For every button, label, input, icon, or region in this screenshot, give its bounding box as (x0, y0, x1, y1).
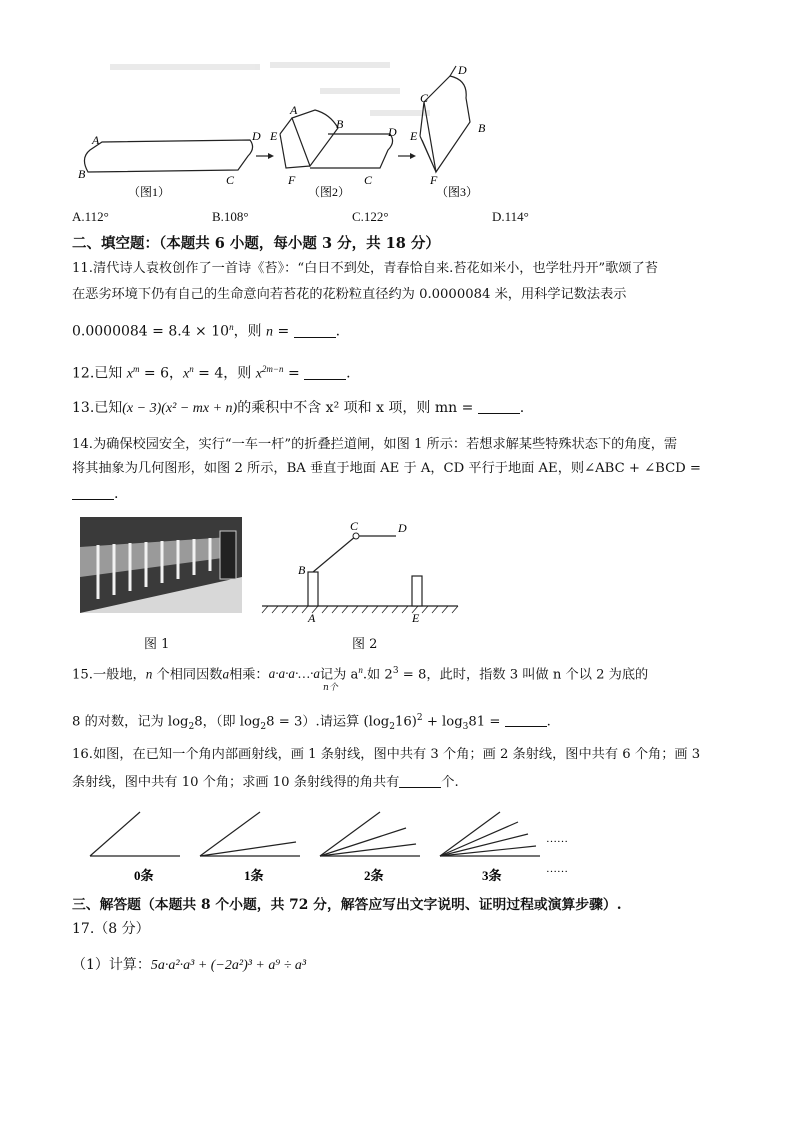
q14-fig2-diagram (258, 516, 464, 628)
q16-ellipsis-2: …… (546, 863, 568, 875)
fig2-label-F: F (288, 173, 296, 187)
fig2-label-b: B (298, 563, 306, 577)
q11-exponent: n (229, 322, 234, 332)
q16-caption-2: 2条 (364, 868, 384, 883)
q11-line3: $0.0000084 = 8.4 \times 10^n$，则 n = . (72, 322, 341, 340)
fold-figures (70, 58, 510, 200)
fig2-caption: （图2） (308, 185, 351, 199)
q16-line1: 16.如图，在已知一个角内部画射线，画 1 条射线，图中共有 3 个角；画 2 条射线，图中共有 6 个角；画 3 (72, 747, 701, 762)
option-d: D.114° (492, 209, 529, 224)
section3-title: 三、解答题（本题共 8 个小题，共 72 分，解答应写出文字说明、证明过程或演算步骤）. (72, 897, 622, 913)
fig2-fold (292, 110, 338, 166)
fig3-label-E: E (410, 129, 418, 143)
q17-label: 17.（8 分） (72, 921, 150, 937)
barrier-gate-photo (80, 517, 242, 613)
label-A: A (92, 133, 100, 147)
q17-part1: （1）计算：5a·a²·a³ + (−2a²)³ + a⁹ ÷ a³ (72, 957, 307, 973)
fig2-label-e: E (412, 611, 420, 625)
q12-line: 12.已知 $x^m = 6$，$x^n = 4$，则 $x^{2m-n}$ = . (72, 364, 351, 382)
q15-answer-blank[interactable] (505, 712, 547, 727)
fig2-label-A: A (290, 103, 298, 117)
q14-fig1-caption: 图 1 (144, 637, 170, 652)
fig3-label-B: B (478, 121, 486, 135)
q15-underbrace-label: n个 (323, 683, 338, 693)
q15-product: a·a·a·…·a (268, 666, 320, 682)
q14-fig2-caption: 图 2 (352, 637, 378, 652)
section2-title: 二、填空题：（本题共 6 小题，每小题 3 分，共 18 分） (72, 235, 440, 252)
fig3-label-D: D (458, 63, 467, 77)
q15-line1: 15.一般地，n 个相同因数a相乘：a·a·a·…·a记为 $a^n$.如 $2^3 = 8$，此时，指数 3 叫做 n 个以 2 为底的 (72, 665, 649, 683)
q16-caption-0: 0条 (134, 868, 154, 883)
option-c: C.122° (352, 209, 389, 224)
q11-expr: 0.0000084 = 8.4 × 10 (72, 323, 230, 340)
fig1-strip (84, 140, 252, 172)
q16-answer-blank[interactable] (399, 773, 441, 788)
fig2-label-c: C (350, 519, 359, 533)
fig2-label-a: A (308, 611, 316, 625)
option-a: A.112° (72, 209, 109, 224)
label-D: D (252, 129, 261, 143)
fig2-label-B: B (336, 117, 344, 131)
q13-line: 13.已知(x − 3)(x² − mx + n)的乘积中不含 x² 项和 x 项，则 mn = . (72, 400, 525, 416)
fig1-caption: （图1） (128, 185, 171, 199)
fig3-label-F: F (430, 173, 438, 187)
fig2-label-C: C (364, 173, 373, 187)
q14-line3: . (72, 484, 118, 504)
q17-expression: 5a·a²·a³ + (−2a²)³ + a⁹ ÷ a³ (150, 958, 307, 973)
q11-line2: 在恶劣环境下仍有自己的生命意向若苔花的花粉粒直径约为 0.0000084 米，用科学记数法表示 (72, 287, 627, 302)
q13-answer-blank[interactable] (478, 399, 520, 414)
fig2-label-E: E (270, 129, 278, 143)
q15-line2: 8 的对数，记为 $\log_28$，（即 $\log_28 = 3$）.请运算 $(\log_216)^2 + \log_381$ = . (72, 713, 551, 733)
q16-line2: 条射线，图中共有 10 个角；求画 10 条射线得的角共有 个. (72, 775, 459, 790)
q16-caption-3: 3条 (482, 868, 502, 883)
fig3-label-C: C (420, 91, 429, 105)
option-b: B.108° (212, 209, 249, 224)
q12-answer-blank[interactable] (304, 365, 346, 380)
q11-line1: 11.清代诗人袁枚创作了一首诗《苔》：“白日不到处，青春恰自来.苔花如米小，也学牡丹开”歌颂了苔 (72, 261, 658, 276)
fig3-caption: （图3） (436, 185, 479, 199)
fig2-label-D: D (388, 125, 397, 139)
q14-line1: 14.为确保校园安全，实行“一车一杆”的折叠拦道闸，如图 1 所示：若想求解某些特殊状态下的角度，需 (72, 437, 678, 452)
label-B: B (78, 167, 86, 181)
q11-answer-blank[interactable] (294, 323, 336, 338)
q16-ellipsis-1: …… (546, 833, 568, 845)
label-C: C (226, 173, 235, 187)
q16-rays-figure (82, 800, 602, 886)
q14-line2: 将其抽象为几何图形，如图 2 所示，BA 垂直于地面 AE 于 A，CD 平行于地面 AE，则∠ABC + ∠BCD = (72, 461, 701, 476)
q16-caption-1: 1条 (244, 868, 264, 883)
q14-answer-blank[interactable] (72, 485, 114, 500)
fig2-label-d: D (398, 521, 407, 535)
fig3-fold (424, 76, 470, 172)
q13-expression: (x − 3)(x² − mx + n) (122, 401, 238, 416)
